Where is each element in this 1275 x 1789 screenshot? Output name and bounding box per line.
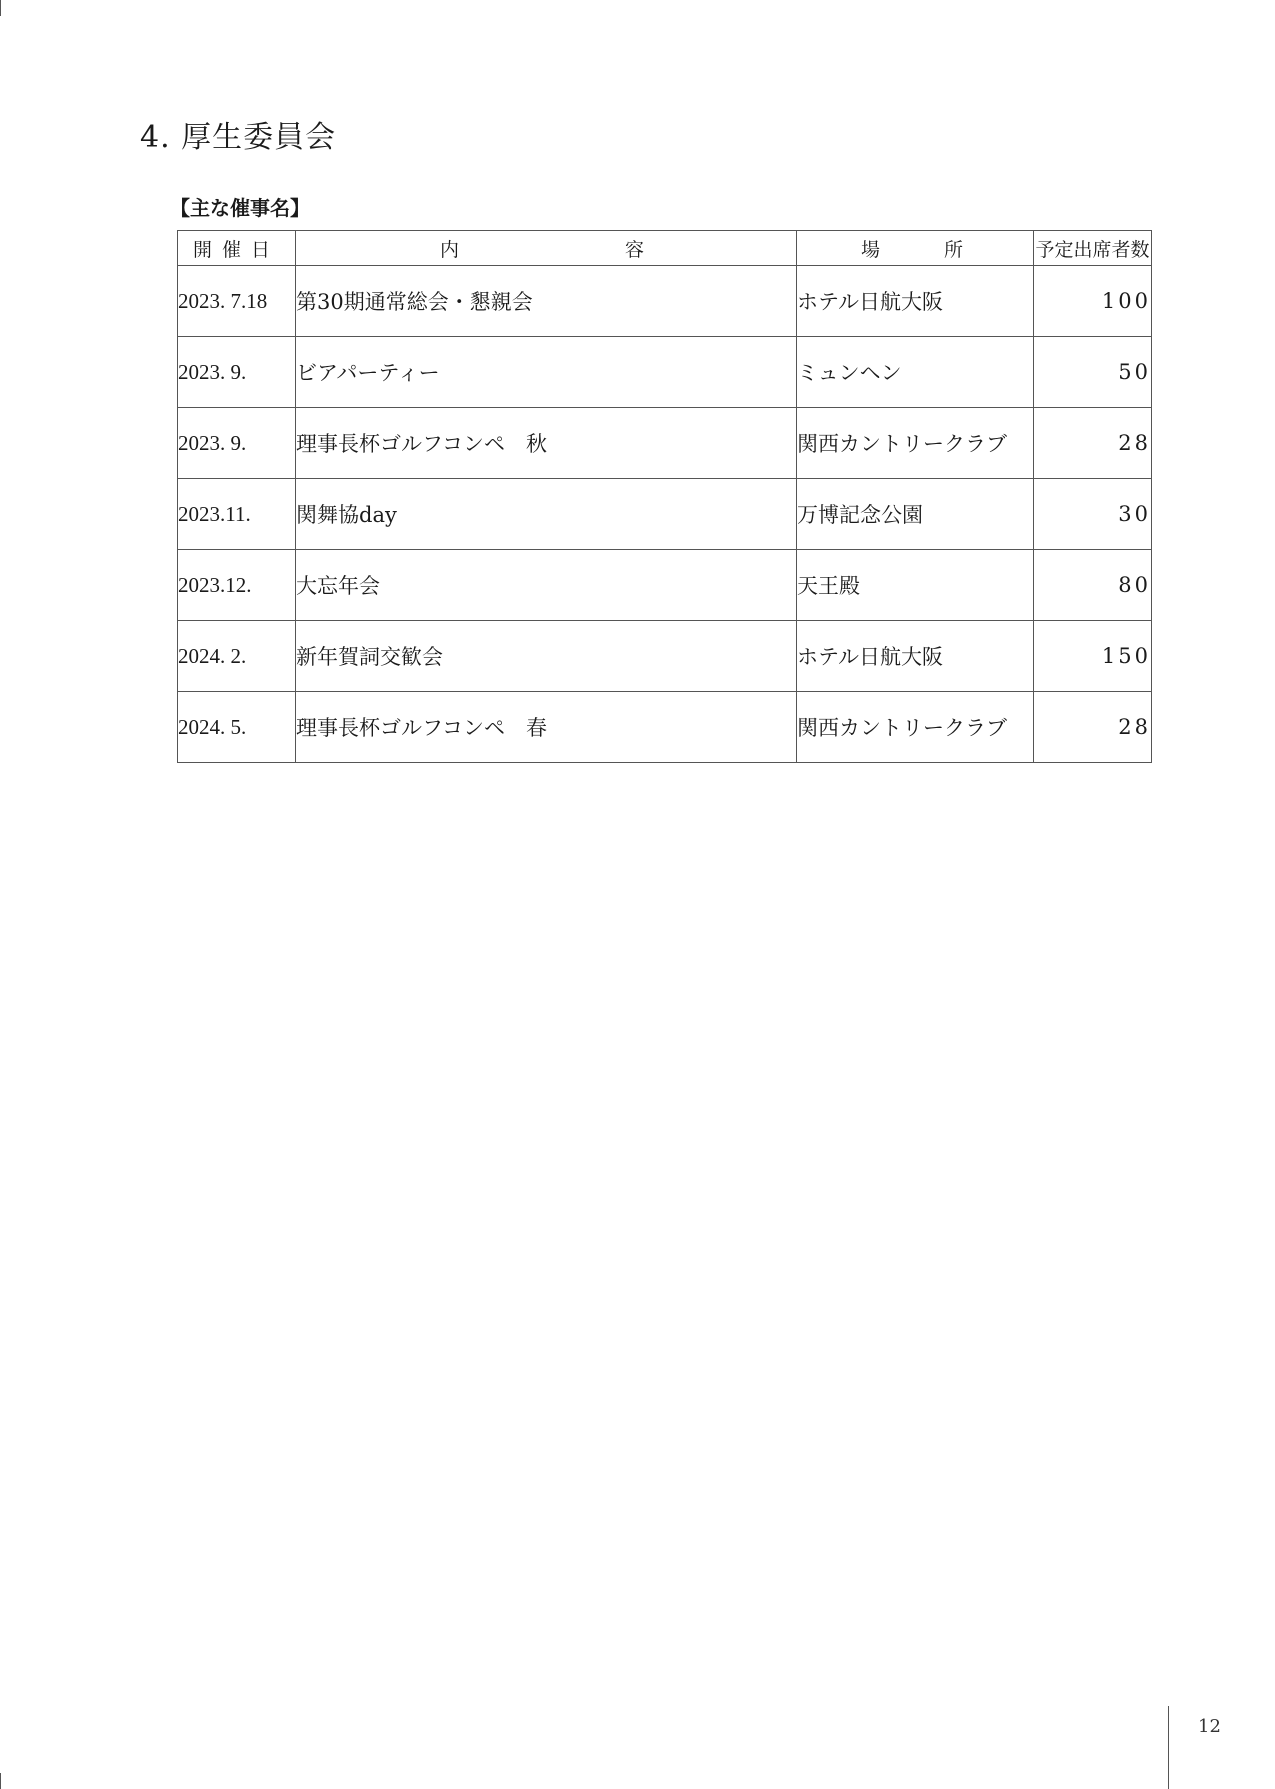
table-row [178,337,1152,408]
event-count: 150 [1034,621,1152,692]
event-date: 2023. 7.18 [178,266,296,337]
event-content: 関舞協day [296,479,797,550]
event-count: 50 [1034,337,1152,408]
event-date: 2023.11. [178,479,296,550]
event-place: ホテル日航大阪 [797,266,1034,337]
table-header-row [178,231,1152,266]
table-row [178,621,1152,692]
table-row [178,266,1152,337]
event-place: 関西カントリークラブ [797,408,1034,479]
event-place: 天王殿 [797,550,1034,621]
event-date: 2023. 9. [178,408,296,479]
event-content: 第30期通常総会・懇親会 [296,266,797,337]
event-content: 新年賀詞交歓会 [296,621,797,692]
event-place: 関西カントリークラブ [797,692,1034,763]
event-count: 80 [1034,550,1152,621]
header-place-right: 所 [943,238,963,261]
table-row [178,550,1152,621]
crop-mark-top-left [0,0,1,16]
event-place: ミュンヘン [797,337,1034,408]
events-table [177,230,1152,763]
event-date: 2023.12. [178,550,296,621]
event-count: 30 [1034,479,1152,550]
events-subheading: 【主な催事名】 [170,196,310,220]
event-date: 2023. 9. [178,337,296,408]
header-content-left: 内 [440,238,460,261]
event-content: 大忘年会 [296,550,797,621]
header-place-left: 場 [861,238,881,261]
section-title: 4. 厚生委員会 [140,120,337,155]
table-row [178,479,1152,550]
footer-divider [1168,1706,1169,1789]
table-row [178,408,1152,479]
event-date: 2024. 5. [178,692,296,763]
event-place: ホテル日航大阪 [797,621,1034,692]
table-row [178,692,1152,763]
event-content: ビアパーティー [296,337,797,408]
header-count: 予定出席者数 [1034,231,1152,266]
event-content: 理事長杯ゴルフコンペ 春 [296,692,797,763]
event-place: 万博記念公園 [797,479,1034,550]
header-content [296,231,797,266]
event-count: 100 [1034,266,1152,337]
page-number: 12 [1198,1716,1221,1737]
event-content: 理事長杯ゴルフコンペ 秋 [296,408,797,479]
event-date: 2024. 2. [178,621,296,692]
header-content-right: 容 [624,238,644,261]
event-count: 28 [1034,408,1152,479]
header-date: 開催日 [178,231,296,266]
crop-mark-bottom-left [0,1773,1,1789]
event-count: 28 [1034,692,1152,763]
header-place [797,231,1034,266]
